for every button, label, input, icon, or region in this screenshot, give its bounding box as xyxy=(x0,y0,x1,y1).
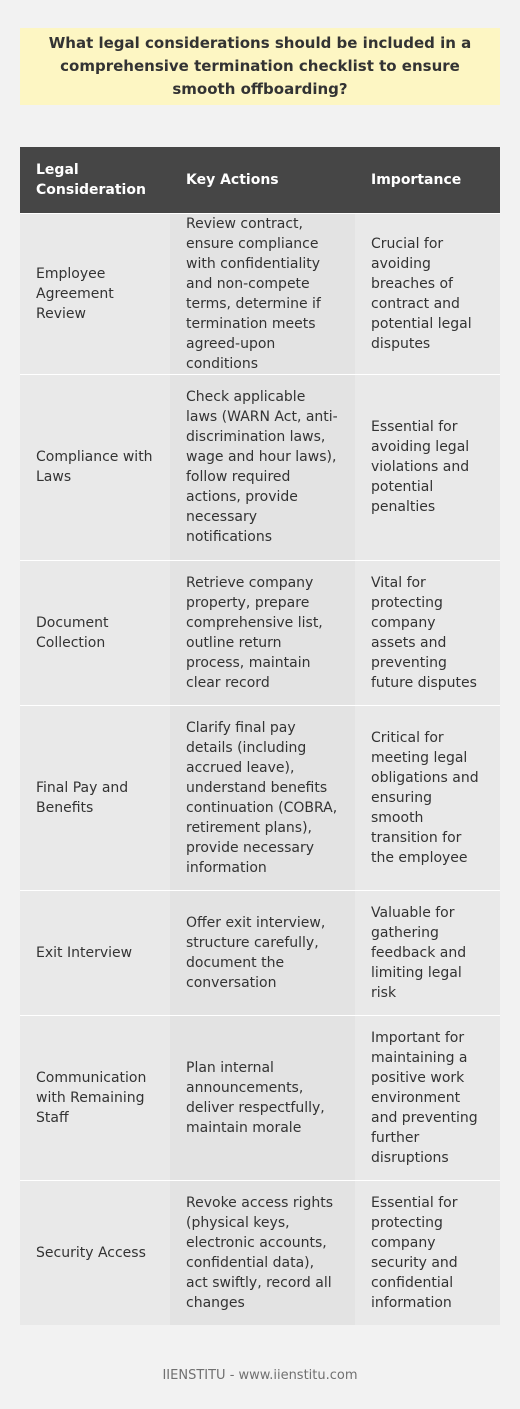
cell-importance: Crucial for avoiding breaches of contract and potential legal disputes xyxy=(355,213,500,374)
table-row xyxy=(20,705,500,890)
cell-actions: Retrieve company property, prepare comprehensive list, outline return process, maintain clear record xyxy=(170,560,355,705)
table-row xyxy=(20,1180,500,1325)
header-legal-consideration: Legal Consideration xyxy=(20,147,170,213)
header-key-actions: Key Actions xyxy=(170,147,355,213)
cell-importance: Valuable for gathering feedback and limiting legal risk xyxy=(355,890,500,1015)
table-row xyxy=(20,374,500,560)
cell-actions: Offer exit interview, structure carefully, document the conversation xyxy=(170,890,355,1015)
cell-actions: Review contract, ensure compliance with confidentiality and non-compete terms, determine if termination meets agreed-upon conditions xyxy=(170,213,355,374)
cell-importance: Critical for meeting legal obligations and ensuring smooth transition for the employee xyxy=(355,705,500,890)
table-row xyxy=(20,1015,500,1180)
cell-importance: Important for maintaining a positive work environment and preventing further disruptions xyxy=(355,1015,500,1180)
header-importance: Importance xyxy=(355,147,500,213)
cell-consideration: Compliance with Laws xyxy=(20,374,170,560)
table-row xyxy=(20,213,500,374)
legal-considerations-table xyxy=(20,147,500,1325)
table-row xyxy=(20,890,500,1015)
cell-actions: Check applicable laws (WARN Act, anti-discrimination laws, wage and hour laws), follow required actions, provide necessary notifications xyxy=(170,374,355,560)
cell-consideration: Final Pay and Benefits xyxy=(20,705,170,890)
cell-consideration: Communication with Remaining Staff xyxy=(20,1015,170,1180)
table-row xyxy=(20,560,500,705)
cell-importance: Essential for protecting company security and confidential information xyxy=(355,1180,500,1325)
cell-actions: Revoke access rights (physical keys, electronic accounts, confidential data), act swiftly, record all changes xyxy=(170,1180,355,1325)
cell-actions: Clarify final pay details (including accrued leave), understand benefits continuation (COBRA, retirement plans), provide necessary information xyxy=(170,705,355,890)
table-header-row xyxy=(20,147,500,213)
question-banner xyxy=(20,28,500,105)
cell-consideration: Employee Agreement Review xyxy=(20,213,170,374)
cell-consideration: Security Access xyxy=(20,1180,170,1325)
footer-credit: IIENSTITU - www.iienstitu.com xyxy=(162,1368,358,1383)
cell-consideration: Document Collection xyxy=(20,560,170,705)
cell-importance: Essential for avoiding legal violations and potential penalties xyxy=(355,374,500,560)
question-text: What legal considerations should be included in a comprehensive termination checklist to ensure smooth offboarding? xyxy=(48,34,472,98)
cell-consideration: Exit Interview xyxy=(20,890,170,1015)
cell-importance: Vital for protecting company assets and preventing future disputes xyxy=(355,560,500,705)
cell-actions: Plan internal announcements, deliver respectfully, maintain morale xyxy=(170,1015,355,1180)
